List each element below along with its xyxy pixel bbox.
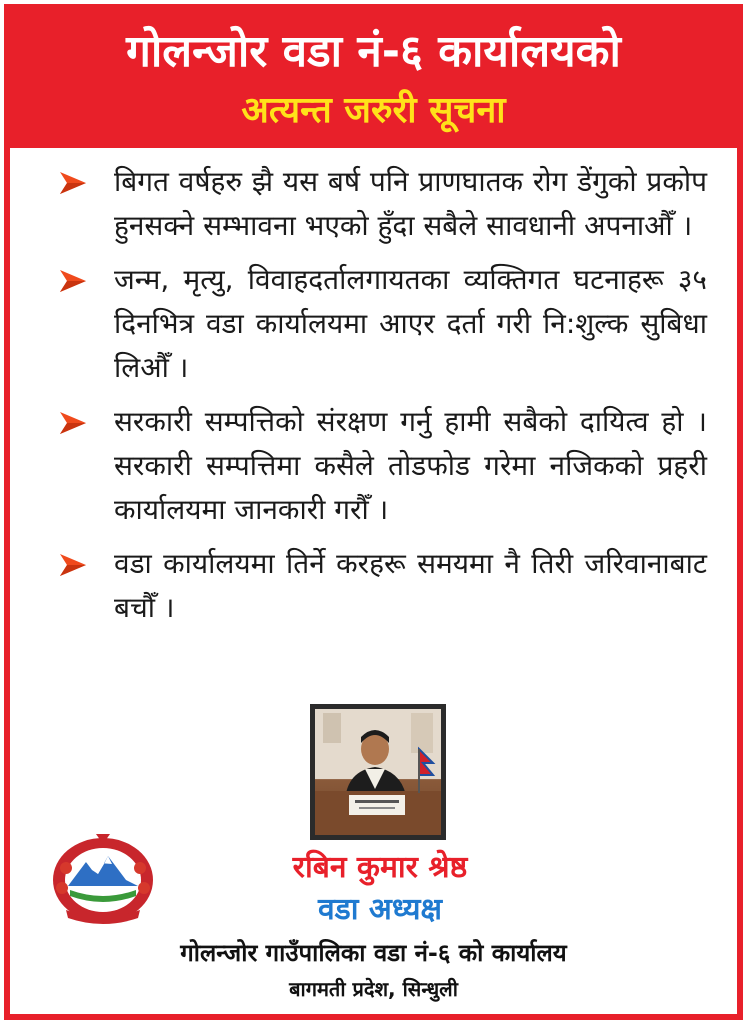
chairperson-photo	[315, 709, 441, 835]
arrow-bullet-icon	[58, 170, 88, 196]
arrow-bullet-icon	[58, 410, 88, 436]
arrow-bullet-icon	[58, 552, 88, 578]
notice-item	[52, 258, 707, 390]
portrait-illustration	[315, 709, 441, 835]
notice-item	[52, 542, 707, 630]
office-name: गोलन्जोर गाउँपालिका वडा नं-६ को कार्यालय	[180, 939, 567, 967]
notice-poster	[4, 4, 743, 1020]
notice-text: सरकारी सम्पत्तिको संरक्षण गर्नु हामी सबैको दायित्व हो । सरकारी सम्पत्तिमा कसैले तोडफोड गरेमा नजिकको प्रहरी कार्यालयमा जानकारी गरौँ ।	[114, 405, 707, 526]
chairperson-name: रबिन कुमार श्रेष्ठ	[292, 850, 468, 885]
notice-item	[52, 400, 707, 532]
chairperson-designation: वडा अध्यक्ष	[317, 892, 443, 927]
poster-subtitle: अत्यन्त जरुरी सूचना	[241, 90, 506, 131]
notice-text: वडा कार्यालयमा तिर्ने करहरू समयमा नै तिरी जरिवानाबाट बचौँ ।	[114, 547, 707, 624]
notice-item	[52, 160, 707, 248]
nepal-emblem-icon	[46, 828, 160, 928]
notice-list	[52, 160, 707, 640]
poster-title: गोलन्जोर वडा नं-६ कार्यालयको	[126, 26, 621, 77]
office-address: बागमती प्रदेश, सिन्धुली	[289, 977, 458, 1001]
arrow-bullet-icon	[58, 268, 88, 294]
chairperson-photo-frame	[310, 704, 446, 840]
header-banner	[10, 10, 737, 148]
notice-text: बिगत वर्षहरु झै यस बर्ष पनि प्राणघातक रोग डेंगुको प्रकोप हुनसक्ने सम्भावना भएको हुँदा सबैले सावधानी अपनाऔँ ।	[114, 165, 707, 242]
notice-text: जन्म, मृत्यु, विवाहदर्तालगायतका व्यक्तिगत घटनाहरू ३५ दिनभित्र वडा कार्यालयमा आएर दर्ता गरी नि:शुल्क सुबिधा लिऔँ ।	[114, 263, 707, 384]
